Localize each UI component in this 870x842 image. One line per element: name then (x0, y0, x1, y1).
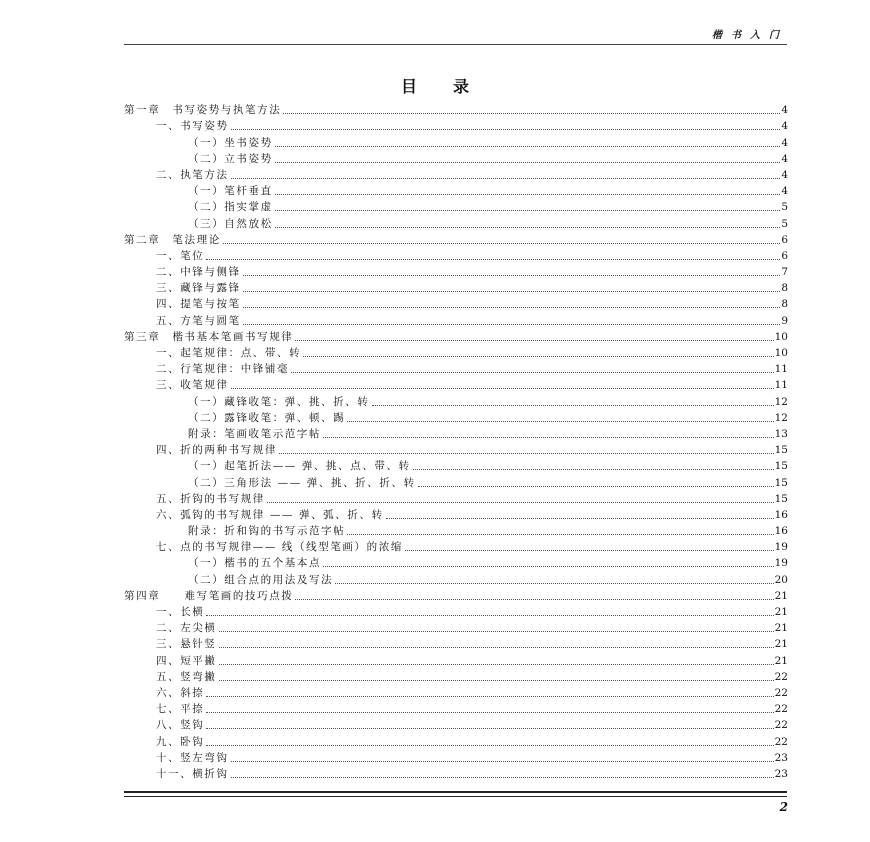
toc-entry-text: （三）自然放松 (188, 217, 273, 230)
toc-entry-text: （一）楷书的五个基本点 (188, 557, 322, 570)
toc-entry-page: 22 (774, 719, 788, 732)
dot-leader (347, 421, 773, 422)
dot-leader (372, 405, 774, 406)
toc-entry[interactable] (124, 603, 788, 619)
toc-entry-page: 22 (774, 703, 788, 716)
toc-entry[interactable] (124, 457, 788, 473)
toc-entry-page: 5 (781, 217, 788, 230)
dot-leader (275, 210, 781, 211)
toc-entry[interactable] (124, 166, 788, 182)
toc-entry-text: （一）笔杆垂直 (188, 185, 273, 198)
dot-leader (275, 227, 781, 228)
toc-entry-page: 11 (774, 379, 788, 392)
toc-entry-page: 23 (774, 767, 788, 780)
toc-entry-text: 十一、横折钩 (156, 767, 229, 780)
toc-entry-text: 三、悬针竖 (156, 638, 217, 651)
dot-leader (206, 728, 773, 729)
toc-entry[interactable] (124, 765, 788, 781)
dot-leader (303, 356, 773, 357)
toc-entry-text: 六、斜捺 (156, 686, 205, 699)
dot-leader (231, 178, 781, 179)
toc-entry-text: 二、执笔方法 (156, 168, 229, 181)
dot-leader (206, 745, 773, 746)
toc-entry-page: 20 (774, 573, 788, 586)
toc-entry-page: 13 (774, 427, 788, 440)
toc-entry-page: 16 (774, 525, 788, 538)
toc-entry-text: （一）坐书姿势 (188, 136, 273, 149)
toc-entry[interactable] (124, 214, 788, 230)
dot-leader (223, 243, 781, 244)
toc-entry-page: 6 (781, 249, 788, 262)
toc-entry-page: 22 (774, 686, 788, 699)
toc-entry-text: 五、方笔与圆笔 (156, 314, 241, 327)
toc-entry[interactable] (124, 247, 788, 263)
toc-entry[interactable] (124, 150, 788, 166)
toc-entry-text: 第一章 书写姿势与执笔方法 (124, 104, 282, 117)
toc-entry-text: 二、中锋与侧锋 (156, 266, 241, 279)
dot-leader (206, 615, 773, 616)
dot-leader (386, 518, 774, 519)
dot-leader (275, 162, 781, 163)
toc-entry-page: 4 (781, 104, 788, 117)
toc-entry-text: 十、竖左弯钩 (156, 751, 229, 764)
dot-leader (267, 502, 774, 503)
toc-entry[interactable] (124, 490, 788, 506)
toc-entry[interactable] (124, 117, 788, 133)
toc-entry-text: 附录：折和钩的书写示范字帖 (188, 525, 346, 538)
dot-leader (275, 194, 781, 195)
dot-leader (243, 291, 781, 292)
toc-entry-text: 一、笔位 (156, 249, 205, 262)
running-header-title: 楷书入门 (712, 30, 788, 41)
toc-entry[interactable] (124, 328, 788, 344)
dot-leader (413, 469, 774, 470)
toc-entry[interactable] (124, 101, 788, 117)
toc-entry[interactable] (124, 133, 788, 149)
toc-entry-page: 21 (774, 654, 788, 667)
toc-entry[interactable] (124, 506, 788, 522)
toc-entry-page: 4 (781, 185, 788, 198)
toc-entry[interactable] (124, 522, 788, 538)
page-number: 2 (779, 800, 788, 814)
dot-leader (206, 712, 773, 713)
toc-entry-text: （二）指实掌虚 (188, 201, 273, 214)
toc-entry[interactable] (124, 684, 788, 700)
dot-leader (219, 631, 774, 632)
toc-entry-text: 一、书写姿势 (156, 120, 229, 133)
toc-entry-text: 七、平捺 (156, 703, 205, 716)
dot-leader (335, 583, 773, 584)
toc-entry-text: 九、卧钩 (156, 735, 205, 748)
toc-entry[interactable] (124, 619, 788, 635)
dot-leader (206, 696, 773, 697)
toc-entry[interactable] (124, 538, 788, 554)
toc-entry-text: 一、起笔规律：点、带、转 (156, 347, 302, 359)
toc-entry-text: 第二章 笔法理论 (124, 233, 221, 246)
toc-entry-text: 三、收笔规律 (156, 379, 229, 392)
toc-entry-page: 4 (781, 152, 788, 165)
toc-entry-page: 19 (774, 541, 788, 554)
toc-entry-page: 8 (781, 298, 788, 311)
toc-entry[interactable] (124, 425, 788, 441)
dot-leader (347, 534, 773, 535)
toc-entry-page: 15 (774, 460, 788, 473)
toc-entry-text: 七、点的书写规律—— 线（线型笔画）的浓缩 (156, 541, 403, 554)
toc-entry-text: （二）三角形法 —— 弹、挑、折、折、转 (188, 476, 416, 489)
toc-entry-page: 4 (781, 136, 788, 149)
toc-entry[interactable] (124, 635, 788, 651)
dot-leader (295, 340, 773, 341)
toc-entry-page: 5 (781, 201, 788, 214)
toc-entry-page: 21 (774, 622, 788, 635)
toc-entry[interactable] (124, 295, 788, 311)
toc-entry-page: 19 (774, 557, 788, 570)
footer-divider-thin (124, 796, 787, 797)
toc-title: 目录 (400, 77, 505, 96)
dot-leader (295, 599, 773, 600)
toc-entry-page: 7 (781, 266, 788, 279)
toc-entry-text: 六、弧钩的书写规律 —— 弹、弧、折、转 (156, 508, 384, 521)
toc-entry[interactable] (124, 231, 788, 247)
toc-entry-text: 八、竖钩 (156, 719, 205, 732)
toc-entry-page: 10 (774, 330, 788, 343)
toc-entry-text: 一、长横 (156, 606, 205, 618)
dot-leader (323, 437, 774, 438)
toc-entry-page: 10 (774, 347, 788, 359)
toc-entry-text: 四、短平撇 (156, 654, 217, 667)
toc-entry-page: 12 (774, 395, 788, 408)
toc-entry-text: 四、提笔与按笔 (156, 298, 241, 311)
dot-leader (231, 388, 774, 389)
toc-entry-page: 23 (774, 751, 788, 764)
toc-entry-text: 四、折的两种书写规律 (156, 444, 277, 457)
dot-leader (219, 664, 774, 665)
dot-leader (405, 550, 774, 551)
dot-leader (291, 372, 774, 373)
toc-entry[interactable] (124, 554, 788, 570)
toc-entry[interactable] (124, 700, 788, 716)
toc-entry-page: 8 (781, 282, 788, 295)
toc-entry-text: 五、竖弯撇 (156, 670, 217, 683)
dot-leader (279, 453, 774, 454)
toc-entry-text: （二）组合点的用法及写法 (188, 573, 334, 586)
toc-entry[interactable] (124, 263, 788, 279)
toc-entry-text: （二）立书姿势 (188, 152, 273, 165)
toc-entry-text: 二、行笔规律：中锋铺毫 (156, 363, 290, 376)
dot-leader (243, 324, 781, 325)
dot-leader (418, 486, 774, 487)
toc-entry[interactable] (124, 198, 788, 214)
toc-entry-page: 21 (774, 589, 788, 602)
toc-entry[interactable] (124, 409, 788, 425)
toc-entry[interactable] (124, 344, 788, 360)
header-divider (124, 44, 787, 45)
toc-entry-page: 16 (774, 508, 788, 521)
toc-entry-text: 第四章 难写笔画的技巧点拨 (124, 589, 294, 602)
dot-leader (323, 566, 774, 567)
toc-entry[interactable] (124, 441, 788, 457)
toc-entry-text: 第三章 楷书基本笔画书写规律 (124, 330, 294, 343)
toc-entry[interactable] (124, 182, 788, 198)
table-of-contents (124, 101, 788, 781)
toc-entry[interactable] (124, 716, 788, 732)
toc-entry[interactable] (124, 732, 788, 748)
toc-entry-text: 三、藏锋与露锋 (156, 282, 241, 295)
footer-divider-thick (124, 791, 787, 793)
toc-entry-page: 9 (781, 314, 788, 327)
toc-entry-text: （一）藏锋收笔：弹、挑、折、转 (188, 395, 370, 408)
dot-leader (243, 307, 781, 308)
dot-leader (219, 647, 774, 648)
toc-entry-page: 15 (774, 492, 788, 505)
toc-entry-text: 二、左尖横 (156, 622, 217, 635)
toc-entry[interactable] (124, 668, 788, 684)
toc-entry-text: （二）露锋收笔：弹、顿、踢 (188, 411, 346, 424)
toc-entry-page: 4 (781, 120, 788, 133)
toc-entry-page: 22 (774, 670, 788, 683)
toc-entry[interactable] (124, 570, 788, 586)
toc-entry-page: 4 (781, 168, 788, 181)
toc-entry[interactable] (124, 392, 788, 408)
toc-entry-text: 附录：笔画收笔示范字帖 (188, 427, 322, 440)
toc-entry-page: 15 (774, 476, 788, 489)
dot-leader (231, 777, 774, 778)
toc-entry[interactable] (124, 749, 788, 765)
dot-leader (219, 680, 774, 681)
toc-entry-page: 11 (774, 363, 788, 376)
toc-entry[interactable] (124, 279, 788, 295)
toc-entry-page: 15 (774, 444, 788, 457)
dot-leader (243, 275, 781, 276)
toc-entry[interactable] (124, 587, 788, 603)
toc-entry-page: 21 (774, 638, 788, 651)
toc-entry-text: 五、折钩的书写规律 (156, 492, 265, 505)
toc-entry[interactable] (124, 360, 788, 376)
toc-entry[interactable] (124, 311, 788, 327)
dot-leader (275, 146, 781, 147)
dot-leader (231, 761, 774, 762)
toc-entry[interactable] (124, 473, 788, 489)
toc-entry-page: 12 (774, 411, 788, 424)
toc-entry-text: （一）起笔折法—— 弹、挑、点、带、转 (188, 460, 411, 473)
toc-entry[interactable] (124, 651, 788, 667)
toc-entry-page: 6 (781, 233, 788, 246)
toc-entry[interactable] (124, 376, 788, 392)
toc-entry-page: 22 (774, 735, 788, 748)
dot-leader (231, 129, 781, 130)
toc-entry-page: 21 (774, 606, 788, 618)
dot-leader (283, 113, 780, 114)
dot-leader (206, 259, 780, 260)
